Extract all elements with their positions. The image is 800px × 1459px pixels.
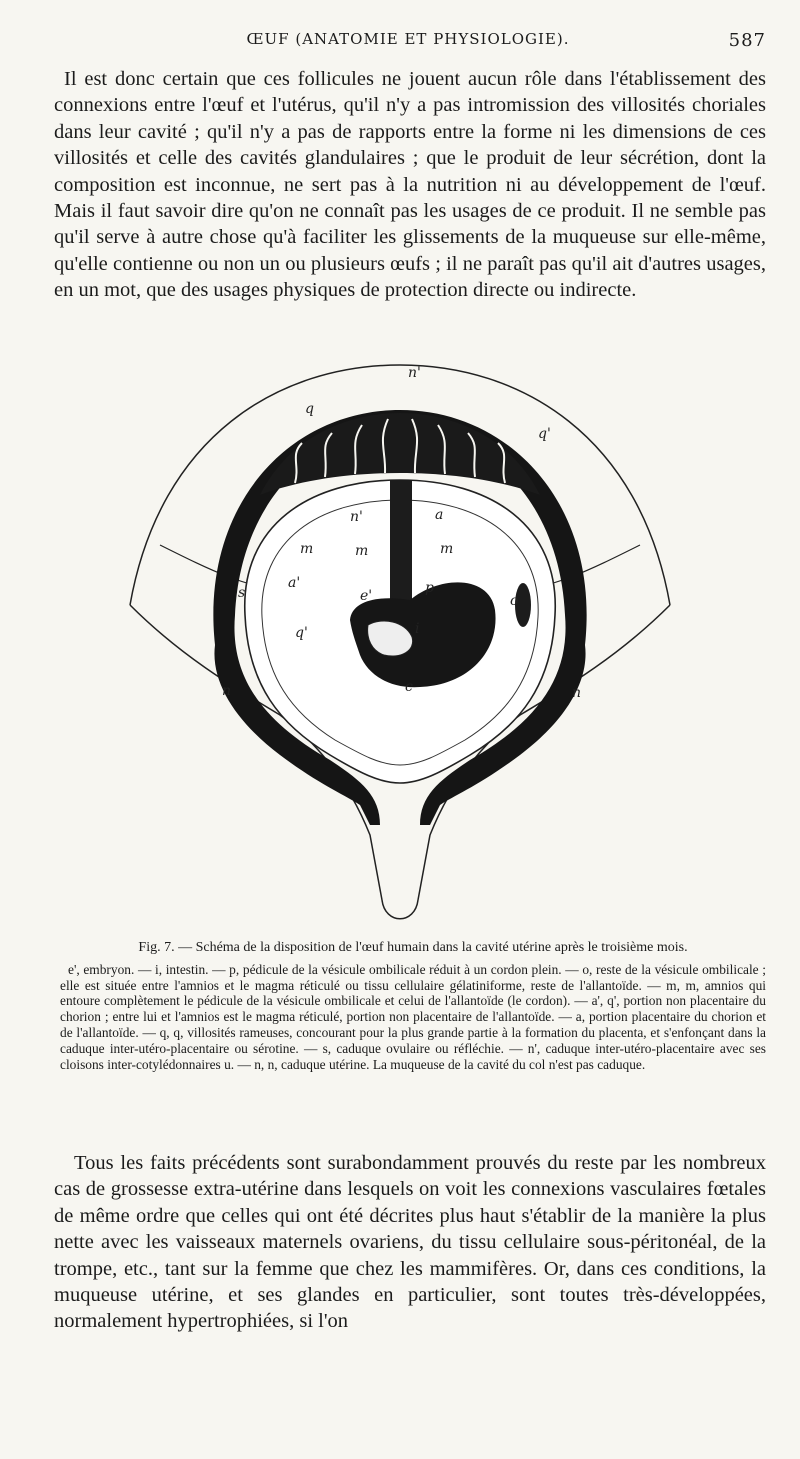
label-n-left: n — [222, 683, 232, 699]
label-o: o — [510, 593, 519, 609]
figure-caption — [60, 940, 766, 1072]
label-e-prime: e' — [360, 588, 373, 604]
page-number: 587 — [728, 30, 766, 51]
paragraph-1: Il est donc certain que ces follicules ne jouent aucun rôle dans l'établissement des connexions entre l'œuf et l'utérus, qu'il n'y a pas intromission des villosités choriales dans leur cavité ; qu'il n'y a pas de rapports entre la forme ni les dimensions de ces villosités et celle des cavités glandulaires ; que le produit de leur sécrétion, dont la composition est inconnue, ne sert pas à la nutrition ni au développement de l'œuf. Mais il faut savoir dire qu'on ne connaît pas les usages de ce produit. Il ne semble pas qu'il serve à autre chose qu'à faciliter les glissements de la muqueuse sur elle-même, qu'elle contienne ou non un ou plusieurs œufs ; il ne paraît pas qu'il ait d'autres usages, en un mot, que des usages physiques de protection directe ou indirecte. — [54, 68, 766, 302]
label-q-left: q — [305, 401, 314, 417]
paragraph-2: Tous les faits précédents sont surabondamment prouvés du reste par les nombreux cas de grossesse extra-utérine dans lesquels on voit les connexions vasculaires fœtales de même ordre que celles qui ont été décrites plus haut s'établir de la manière la plus nette avec les vaisseaux maternels ovariens, du tissu cellulaire sous-péritonéal, de la trompe, etc., tant sur la femme que chez les mammifères. Or, dans ces conditions, la muqueuse utérine, et ses glandes en particulier, sont toutes très-développées, normalement hypertrophiées, si l'on — [54, 1152, 766, 1333]
label-m-mid: m — [355, 543, 369, 559]
egg-in-uterus-svg — [120, 355, 680, 935]
label-n-prime-top: n' — [408, 365, 421, 381]
label-i: i — [415, 621, 420, 637]
header-title: ŒUF (ANATOMIE ET PHYSIOLOGIE). — [246, 30, 570, 48]
label-m-right: m — [440, 541, 454, 557]
label-m-left: m — [300, 541, 314, 557]
cervix-outline — [382, 900, 418, 919]
caption-body: e', embryon. — i, intestin. — p, pédicule de la vésicule ombilicale réduit à un cordon plein. — o, reste de la vésicule ombilicale ; elle est située entre l'amnios et le magma réticulé ou tissu cellulaire gélatiniforme, reste de l'allantoïde. — m, m, amnios qui entoure complètement le pédicule de la vésicule ombilicale et celui de l'allantoïde (le cordon). — a', q', portion non placentaire du chorion ; entre lui et l'amnios est le magma réticulé, portion non placentaire de l'allantoïde. — a, portion placentaire du chorion et de l'allantoïde. — q, q, villosités rameuses, concourant pour la plus grande partie à la formation du placenta, et s'enfonçant dans la caduque inter-utéro-placentaire ou sérotine. — s, caduque ovulaire ou réfléchie. — n', caduque inter-utéro-placentaire avec ses cloisons inter-cotylédonnaires u. — n, n, caduque utérine. La muqueuse de la cavité du col n'est pas caduque. — [60, 961, 766, 1072]
label-p: p — [425, 580, 434, 596]
label-q-prime-left: q' — [295, 625, 308, 641]
label-q-right: q' — [538, 426, 551, 442]
running-header — [50, 30, 766, 54]
label-c: c — [405, 679, 413, 695]
label-n-right: n — [572, 685, 582, 701]
caption-title: Fig. 7. — Schéma de la disposition de l'œuf humain dans la cavité utérine après le troisième mois. — [138, 940, 688, 955]
figure-7-uterus-diagram — [120, 355, 680, 935]
label-n-prime-inner: n' — [350, 509, 363, 525]
label-a-inner: a — [435, 507, 444, 523]
label-s: s — [238, 585, 246, 601]
label-a-prime: a' — [288, 575, 301, 591]
